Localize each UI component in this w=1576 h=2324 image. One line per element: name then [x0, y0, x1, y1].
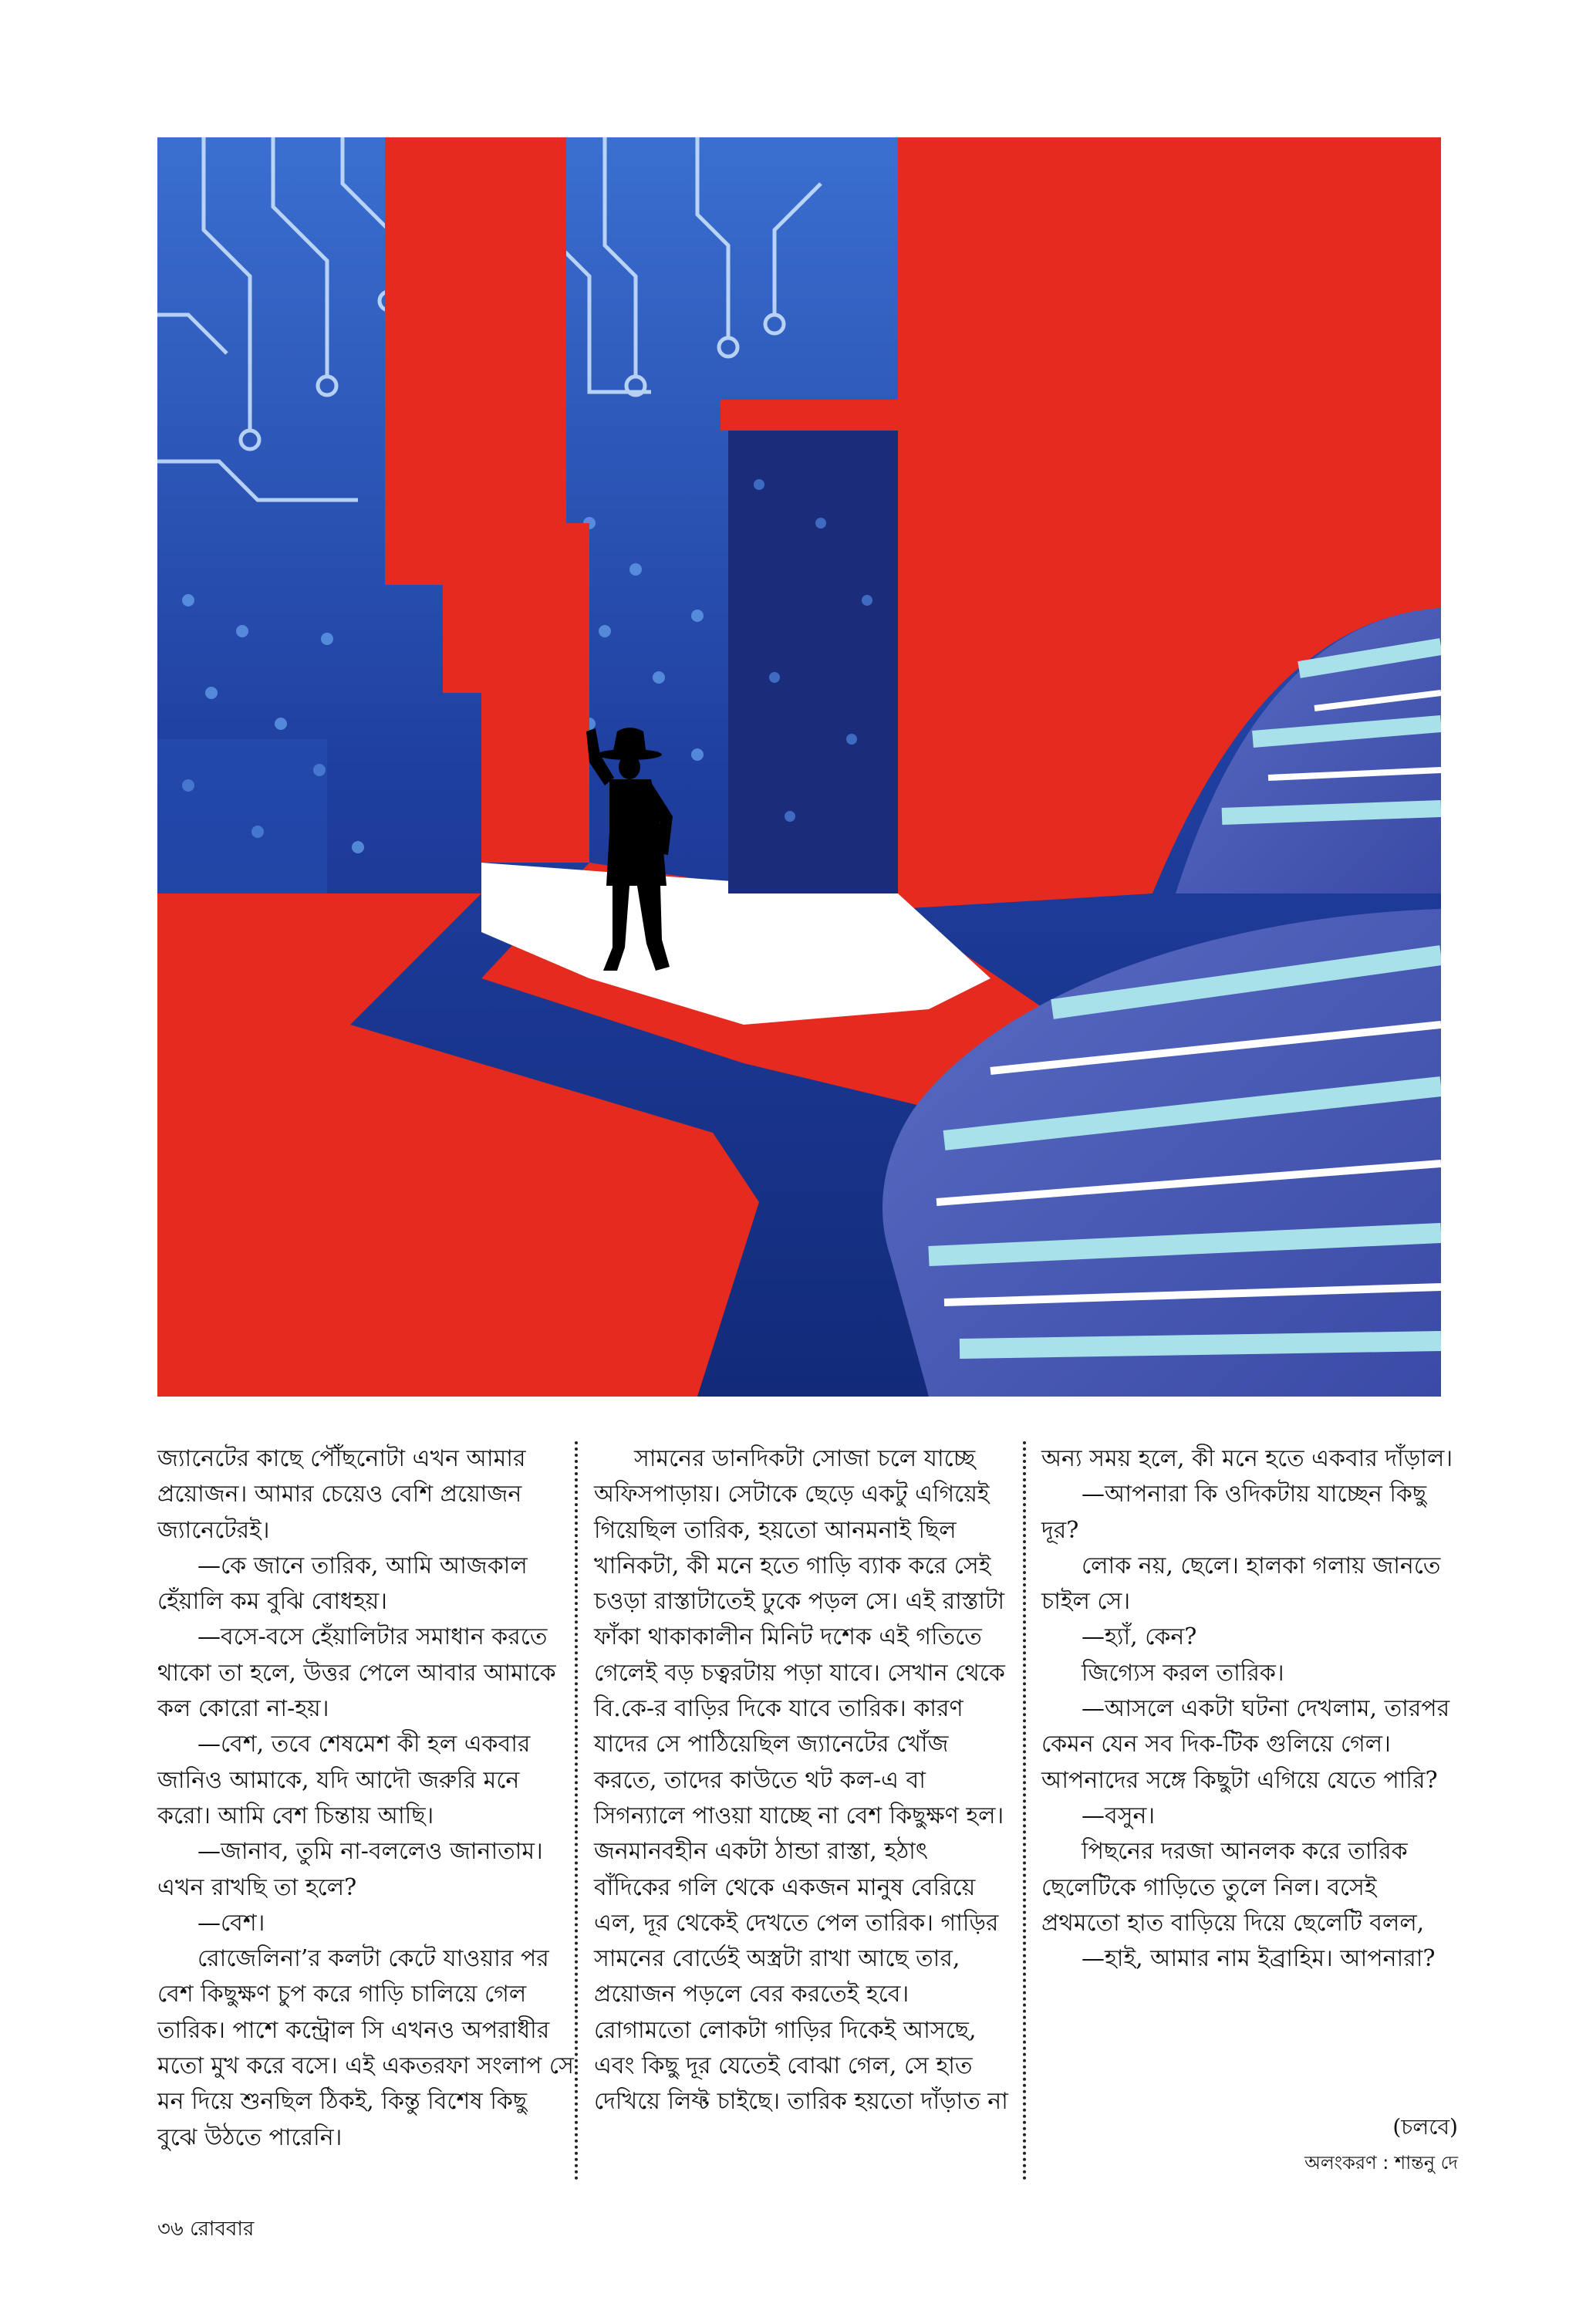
paragraph: —আসলে একটা ঘটনা দেখলাম, তারপর কেমন যেন সব দিক-টিক গুলিয়ে গেল। আপনাদের সঙ্গে কিছুটা এগিয়ে যেতে পারি?: [1041, 1695, 1450, 1794]
paragraph: —হ্যাঁ, কেন?: [1082, 1623, 1197, 1651]
paragraph: সামনের ডানদিকটা সোজা চলে যাচ্ছে অফিসপাড়ায়। সেটাকে ছেড়ে একটু এগিয়েই গিয়েছিল তারিক, হয়তো আনমনাই ছিল খানিকটা, কী মনে হতে গাড়ি ব্যাক করে সেই চওড়া রাস্তাটাতেই ঢুকে পড়ল সে। এই রাস্তাটা ফাঁকা থাকাকালীন মিনিট দশেক এই গতিতে গেলেই বড় চত্বরটায় পড়া যাবে। সেখান থেকে বি.কে-র বাড়ির দিকে যাবে তারিক। কারণ যাদের সে পাঠিয়েছিল জ্যানেটের খোঁজ করতে, তাদের কাউতে থট কল-এ বা সিগন্যালে পাওয়া যাচ্ছে না বেশ কিছুক্ষণ হল। জনমানবহীন একটা ঠান্ডা রাস্তা, হঠাৎ বাঁদিকের গলি থেকে একজন মানুষ বেরিয়ে এল, দূর থেকেই দেখতে পেল তারিক। গাড়ির সামনের বোর্ডেই অস্ত্রটা রাখা আছে তার, প্রয়োজন পড়লে বের করতেই হবে। রোগামতো লোকটা গাড়ির দিকেই আসছে, এবং কিছু দূর যেতেই বোঝা গেল, সে হাত দেখিয়ে লিফ্ট চাইছে। তারিক হয়তো দাঁড়াত না: [594, 1445, 1008, 2116]
paragraph: —জানাব, তুমি না-বললেও জানাতাম। এখন রাখছি তা হলে?: [157, 1838, 543, 1901]
story-illustration: [157, 137, 1441, 1397]
continued-note: (চলবে): [1392, 2114, 1458, 2140]
paragraph: জিগ্যেস করল তারিক।: [1082, 1659, 1284, 1687]
page-folio: ৩৬ রোববার: [157, 2218, 255, 2241]
column-divider: [1023, 1441, 1026, 2180]
paragraph: —হাই, আমার নাম ইব্রাহিম। আপনারা?: [1082, 1945, 1436, 1973]
dark-doorway: [728, 431, 898, 893]
paragraph: —বসুন।: [1082, 1802, 1156, 1829]
paragraph: —আপনারা কি ওদিকটায় যাচ্ছেন কিছু দূর?: [1041, 1481, 1427, 1544]
column-divider: [575, 1441, 578, 2180]
paragraph: —কে জানে তারিক, আমি আজকাল হেঁয়ালি কম বুঝি বোধহয়।: [157, 1552, 528, 1616]
text-column-2: [594, 1441, 1011, 2120]
paragraph: অন্য সময় হলে, কী মনে হতে একবার দাঁড়াল।: [1041, 1445, 1453, 1472]
paragraph: —বসে-বসে হেঁয়ালিটার সমাধান করতে থাকো তা হলে, উত্তর পেলে আবার আমাকে কল কোরো না-হয়।: [157, 1623, 556, 1723]
paragraph: লোক নয়, ছেলে। হালকা গলায় জানতে চাইল সে।: [1041, 1552, 1441, 1616]
paragraph: পিছনের দরজা আনলক করে তারিক ছেলেটিকে গাড়িতে তুলে নিল। বসেই প্রথমতো হাত বাড়িয়ে দিয়ে ছেলেটি বলল,: [1041, 1838, 1425, 1937]
blue-step-cutout: [157, 739, 327, 893]
illustration-credit: অলংকরণ : শান্তনু দে: [1304, 2152, 1458, 2174]
paragraph: জ্যানেটের কাছে পৌঁছনোটা এখন আমার প্রয়োজন। আমার চেয়েও বেশি প্রয়োজন জ্যানেটেরই।: [157, 1445, 526, 1544]
paragraph: —বেশ।: [197, 1909, 265, 1937]
paragraph: —বেশ, তবে শেষমেশ কী হল একবার জানিও আমাকে, যদি আদৌ জরুরি মনে করো। আমি বেশ চিন্তায় আছি।: [157, 1731, 531, 1829]
text-column-1: [157, 1441, 574, 2156]
text-column-3: [1041, 1441, 1458, 1977]
paragraph: রোজেলিনা’র কলটা কেটে যাওয়ার পর বেশ কিছুক্ষণ চুপ করে গাড়ি চালিয়ে গেল তারিক। পাশে কন্ট্রোল সি এখনও অপরাধীর মতো মুখ করে বসে। এই একতরফা সংলাপ সে মন দিয়ে শুনছিল ঠিকই, কিন্তু বিশেষ কিছু বুঝে উঠতে পারেনি।: [157, 1945, 574, 2151]
